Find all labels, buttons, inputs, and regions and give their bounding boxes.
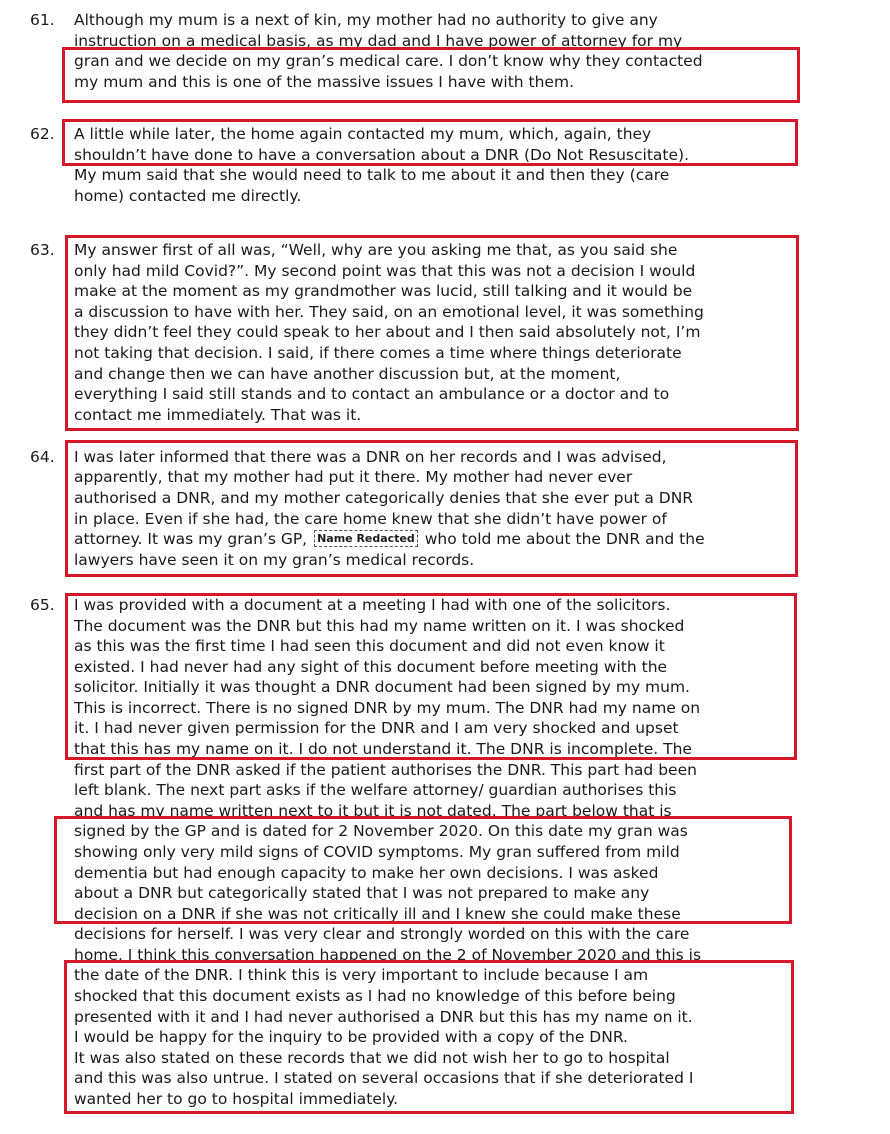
text-line: instruction on a medical basis, as my dad and I have power of attorney for my (74, 32, 683, 50)
text-line: in place. Even if she had, the care home knew that she didn’t have power of (74, 510, 667, 528)
text-line: only had mild Covid?”. My second point was that this was not a decision I would (74, 262, 696, 280)
text-line: I was later informed that there was a DNR on her records and I was advised, (74, 448, 667, 466)
text-line: My answer first of all was, “Well, why are you asking me that, as you said she (74, 241, 678, 259)
paragraph-number: 62. (30, 125, 55, 143)
text-line: decisions for herself. I was very clear and strongly worded on this with the care (74, 925, 690, 943)
text-line: gran and we decide on my gran’s medical care. I don’t know why they contacted (74, 52, 703, 70)
text-line: home. I think this conversation happened on the 2 of November 2020 and this is (74, 946, 702, 964)
text-line: first part of the DNR asked if the patient authorises the DNR. This part had been (74, 761, 697, 779)
text-line: It was also stated on these records that we did not wish her to go to hospital (74, 1049, 670, 1067)
text-line: and has my name written next to it but it is not dated. The part below that is (74, 802, 672, 820)
text-line: shouldn’t have done to have a conversation about a DNR (Do Not Resuscitate). (74, 146, 689, 164)
text-line: I would be happy for the inquiry to be provided with a copy of the DNR. (74, 1028, 628, 1046)
text-line: dementia but had enough capacity to make her own decisions. I was asked (74, 864, 659, 882)
text-line: my mum and this is one of the massive issues I have with them. (74, 73, 574, 91)
text-line: they didn’t feel they could speak to her about and I then said absolutely not, I’m (74, 323, 701, 341)
highlight-box (54, 816, 792, 924)
text-line: and this was also untrue. I stated on several occasions that if she deteriorated I (74, 1069, 694, 1087)
text-line: wanted her to go to hospital immediately. (74, 1090, 399, 1108)
text-line: a discussion to have with her. They said, on an emotional level, it was something (74, 303, 704, 321)
text-segment: who told me about the DNR and the (424, 530, 705, 548)
text-line: solicitor. Initially it was thought a DNR document had been signed by my mum. (74, 678, 690, 696)
text-line: existed. I had never had any sight of this document before meeting with the (74, 658, 668, 676)
highlight-box (65, 235, 799, 431)
text-line: left blank. The next part asks if the welfare attorney/ guardian authorises this (74, 781, 677, 799)
text-line: shocked that this document exists as I had no knowledge of this before being (74, 987, 676, 1005)
highlight-box (65, 440, 798, 577)
text-line: apparently, that my mother had put it there. My mother had never ever (74, 468, 633, 486)
text-line: A little while later, the home again contacted my mum, which, again, they (74, 125, 652, 143)
text-line: I was provided with a document at a meeting I had with one of the solicitors. (74, 596, 671, 614)
paragraph-number: 61. (30, 11, 55, 29)
text-line: This is incorrect. There is no signed DNR by my mum. The DNR had my name on (74, 699, 701, 717)
text-segment: attorney. It was my gran’s GP, (74, 530, 308, 548)
text-line: signed by the GP and is dated for 2 November 2020. On this date my gran was (74, 822, 688, 840)
name-redacted-label: Name Redacted (314, 530, 418, 547)
text-line: authorised a DNR, and my mother categorically denies that she ever put a DNR (74, 489, 694, 507)
text-line: decision on a DNR if she was not critically ill and I knew she could make these (74, 905, 681, 923)
text-line: about a DNR but categorically stated that I was not prepared to make any (74, 884, 650, 902)
text-line: and change then we can have another discussion but, at the moment, (74, 365, 621, 383)
text-line: as this was the first time I had seen this document and did not even know it (74, 637, 665, 655)
paragraph-number: 64. (30, 448, 55, 466)
text-line: contact me immediately. That was it. (74, 406, 362, 424)
text-line: The document was the DNR but this had my name written on it. I was shocked (74, 617, 685, 635)
highlight-box (62, 119, 798, 166)
highlight-box (62, 47, 800, 103)
text-line: it. I had never given permission for the DNR and I am very shocked and upset (74, 719, 679, 737)
text-line: everything I said still stands and to contact an ambulance or a doctor and to (74, 385, 670, 403)
paragraph-number: 63. (30, 241, 55, 259)
highlight-box (64, 960, 794, 1114)
text-line: My mum said that she would need to talk to me about it and then they (care (74, 166, 670, 184)
text-line: showing only very mild signs of COVID symptoms. My gran suffered from mild (74, 843, 680, 861)
text-line: home) contacted me directly. (74, 187, 302, 205)
text-line: not taking that decision. I said, if there comes a time where things deteriorate (74, 344, 682, 362)
text-line: Although my mum is a next of kin, my mother had no authority to give any (74, 11, 658, 29)
text-line: lawyers have seen it on my gran’s medical records. (74, 551, 475, 569)
highlight-box (65, 593, 797, 760)
text-line: the date of the DNR. I think this is very important to include because I am (74, 966, 649, 984)
text-line: that this has my name on it. I do not understand it. The DNR is incomplete. The (74, 740, 692, 758)
paragraph-number: 65. (30, 596, 55, 614)
text-line: make at the moment as my grandmother was lucid, still talking and it would be (74, 282, 693, 300)
text-line: presented with it and I had never authorised a DNR but this has my name on it. (74, 1008, 693, 1026)
